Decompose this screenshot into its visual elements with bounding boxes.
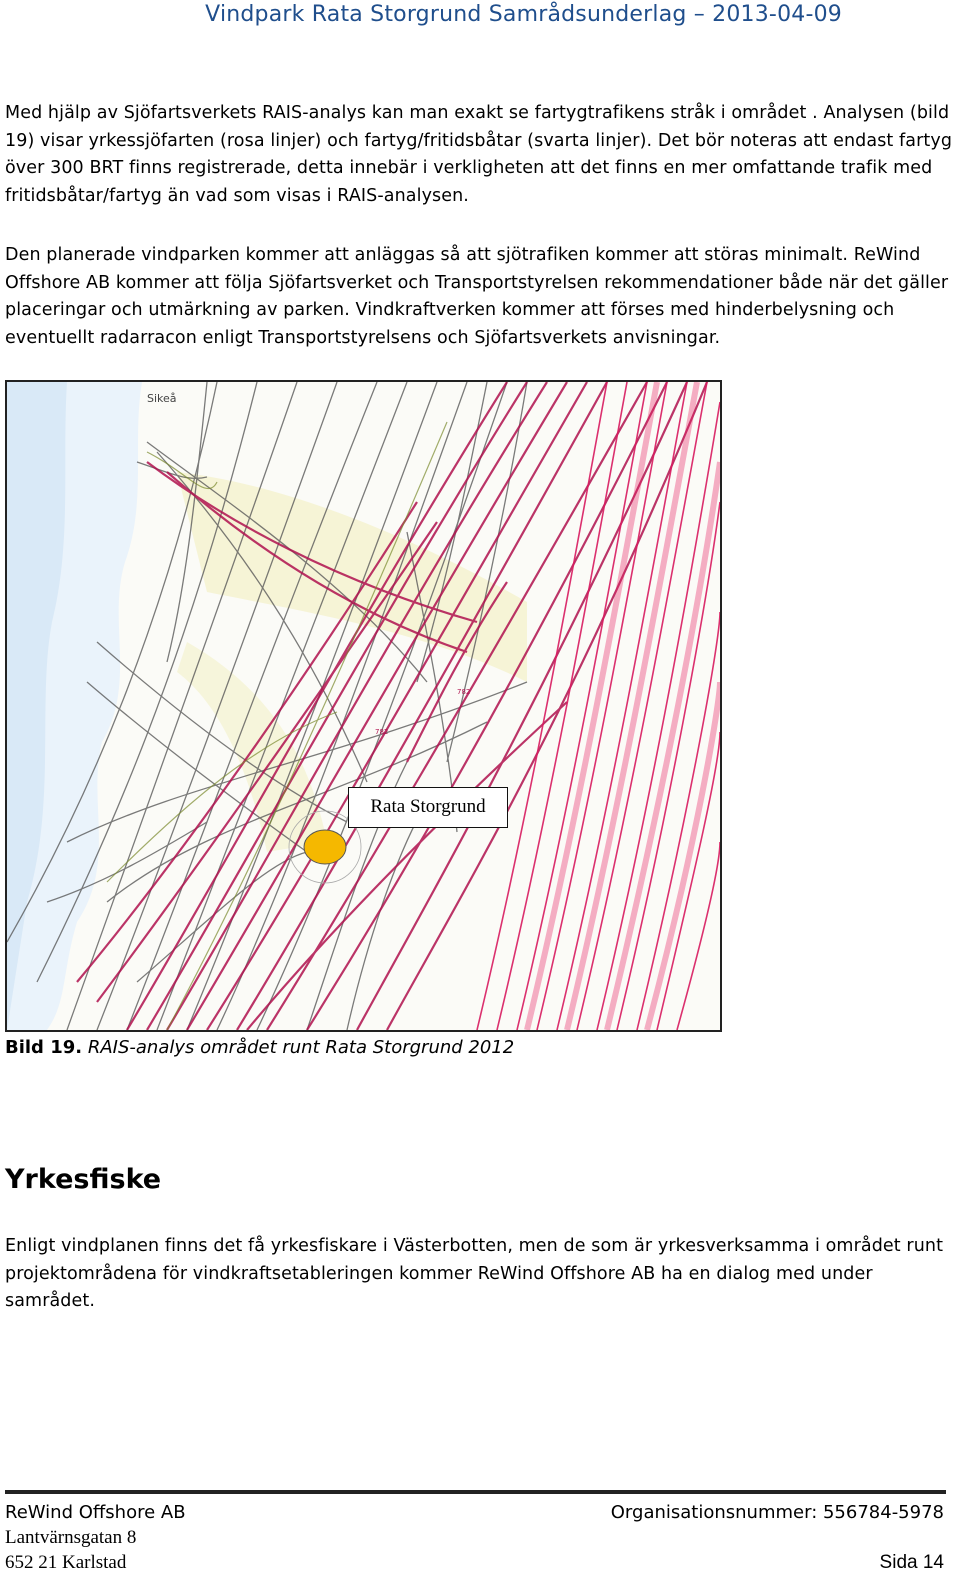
map-depth-label: 782 xyxy=(375,728,389,736)
footer-right-block xyxy=(611,1500,944,1575)
commercial-traffic-band-fill xyxy=(527,382,720,1030)
section-heading: Yrkesfiske xyxy=(5,1164,162,1195)
figure-caption xyxy=(5,1036,514,1060)
commercial-traffic-lines xyxy=(77,382,707,1030)
footer-city: 652 21 Karlstad xyxy=(5,1552,127,1573)
body-paragraph-windpark: Den planerade vindparken kommer att anläggas så att sjötrafiken kommer att störas minimalt. ReWind Offshore AB kommer att följa Sjöfartsverket och Transportstyrelsen rekommendationer både när det gäller placeringar och utmärkning av parken. Vindkraftverken kommer att förses med hinderbelysning och eventuellt radarracon enligt Transportstyrelsens och Sjöfartsverkets anvisningar. xyxy=(5,245,949,348)
site-marker-icon xyxy=(304,830,346,864)
footer-address-block xyxy=(5,1500,186,1575)
map-depth-label: 782 xyxy=(457,688,471,696)
body-paragraph-rais: Med hjälp av Sjöfartsverkets RAIS-analys kan man exakt se fartygtrafikens stråk i området . Analysen (bild 19) visar yrkessjöfarten (rosa linjer) och fartyg/fritidsbåtar (svarta linjer). Det bör noteras att endast fartyg över 300 BRT finns registrerade, detta innebär i verkligheten att det finns en mer omfattande trafik med fritidsbåtar/fartyg än vad som visas i RAIS-analysen. xyxy=(5,103,953,206)
footer-company: ReWind Offshore AB xyxy=(5,1502,186,1523)
site-label-box: Rata Storgrund xyxy=(348,787,508,828)
rais-map-graphic xyxy=(7,382,720,1030)
footer-divider xyxy=(5,1490,946,1494)
map-place-label: Sikeå xyxy=(147,392,177,405)
rais-map-figure xyxy=(5,380,722,1032)
body-paragraph-fishing: Enligt vindplanen finns det få yrkesfiskare i Västerbotten, men de som är yrkesverksamma i området runt projektområdena för vindkraftsetableringen kommer ReWind Offshore AB ha en dialog med under samrådet. xyxy=(5,1236,944,1311)
footer-street: Lantvärnsgatan 8 xyxy=(5,1527,137,1548)
figure-caption-text: RAIS-analys området runt Rata Storgrund 2012 xyxy=(87,1037,515,1058)
figure-number: Bild 19. xyxy=(5,1037,83,1058)
document-header-title: Vindpark Rata Storgrund Samrådsunderlag – 2013-04-09 xyxy=(205,2,842,27)
footer-page-number: Sida 14 xyxy=(879,1552,944,1573)
footer-org-number: Organisationsnummer: 556784-5978 xyxy=(610,1502,944,1523)
